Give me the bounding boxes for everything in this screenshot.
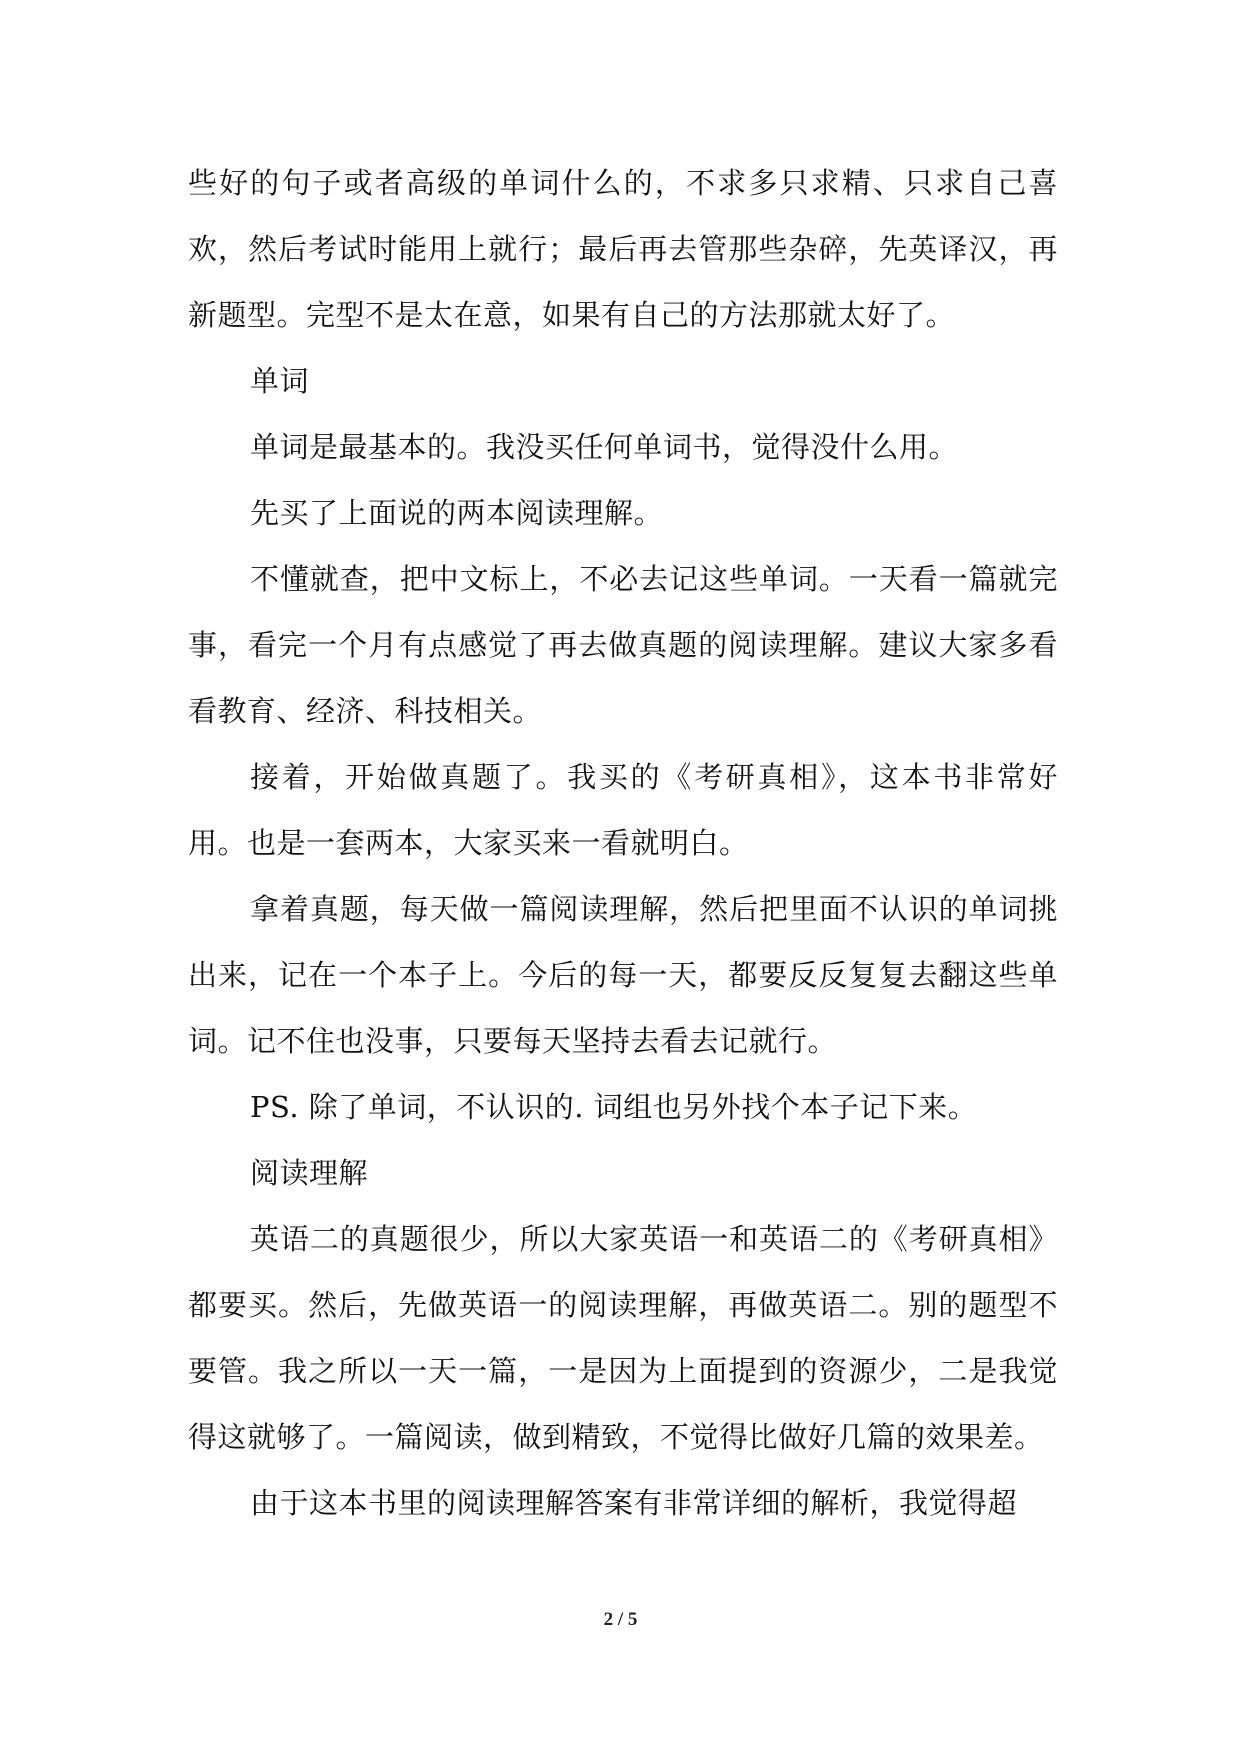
paragraph-10: 英语二的真题很少，所以大家英语一和英语二的《考研真相》都要买。然后，先做英语一的阅读理解，再做英语二。别的题型不要管。我之所以一天一篇，一是因为上面提到的资源少，二是我觉得这就够了。一篇阅读，做到精致，不觉得比做好几篇的效果差。 bbox=[188, 1222, 1058, 1454]
paragraph-6: 接着，开始做真题了。我买的《考研真相》，这本书非常好用。也是一套两本，大家买来一看就明白。 bbox=[188, 760, 1058, 860]
paragraph-8: PS. 除了单词，不认识的. 词组也另外找个本子记下来。 bbox=[250, 1090, 978, 1124]
section-heading-words: 单词 bbox=[250, 364, 310, 398]
paragraph-1: 些好的句子或者高级的单词什么的，不求多只求精、只求自己喜欢，然后考试时能用上就行；最后再去管那些杂碎，先英译汉，再新题型。完型不是太在意，如果有自己的方法那就太好了。 bbox=[188, 166, 1058, 332]
paragraph-5: 不懂就查，把中文标上，不必去记这些单词。一天看一篇就完事，看完一个月有点感觉了再去做真题的阅读理解。建议大家多看看教育、经济、科技相关。 bbox=[188, 562, 1058, 728]
page-number: 2 / 5 bbox=[603, 1609, 638, 1630]
paragraph-11: 由于这本书里的阅读理解答案有非常详细的解析，我觉得超 bbox=[250, 1486, 1018, 1520]
section-heading-reading: 阅读理解 bbox=[250, 1156, 369, 1190]
paragraph-3: 单词是最基本的。我没买任何单词书，觉得没什么用。 bbox=[250, 430, 959, 464]
paragraph-4: 先买了上面说的两本阅读理解。 bbox=[250, 496, 664, 530]
body-text bbox=[188, 150, 1058, 1536]
paragraph-7: 拿着真题，每天做一篇阅读理解，然后把里面不认识的单词挑出来，记在一个本子上。今后的每一天，都要反反复复去翻这些单词。记不住也没事，只要每天坚持去看去记就行。 bbox=[188, 892, 1058, 1058]
